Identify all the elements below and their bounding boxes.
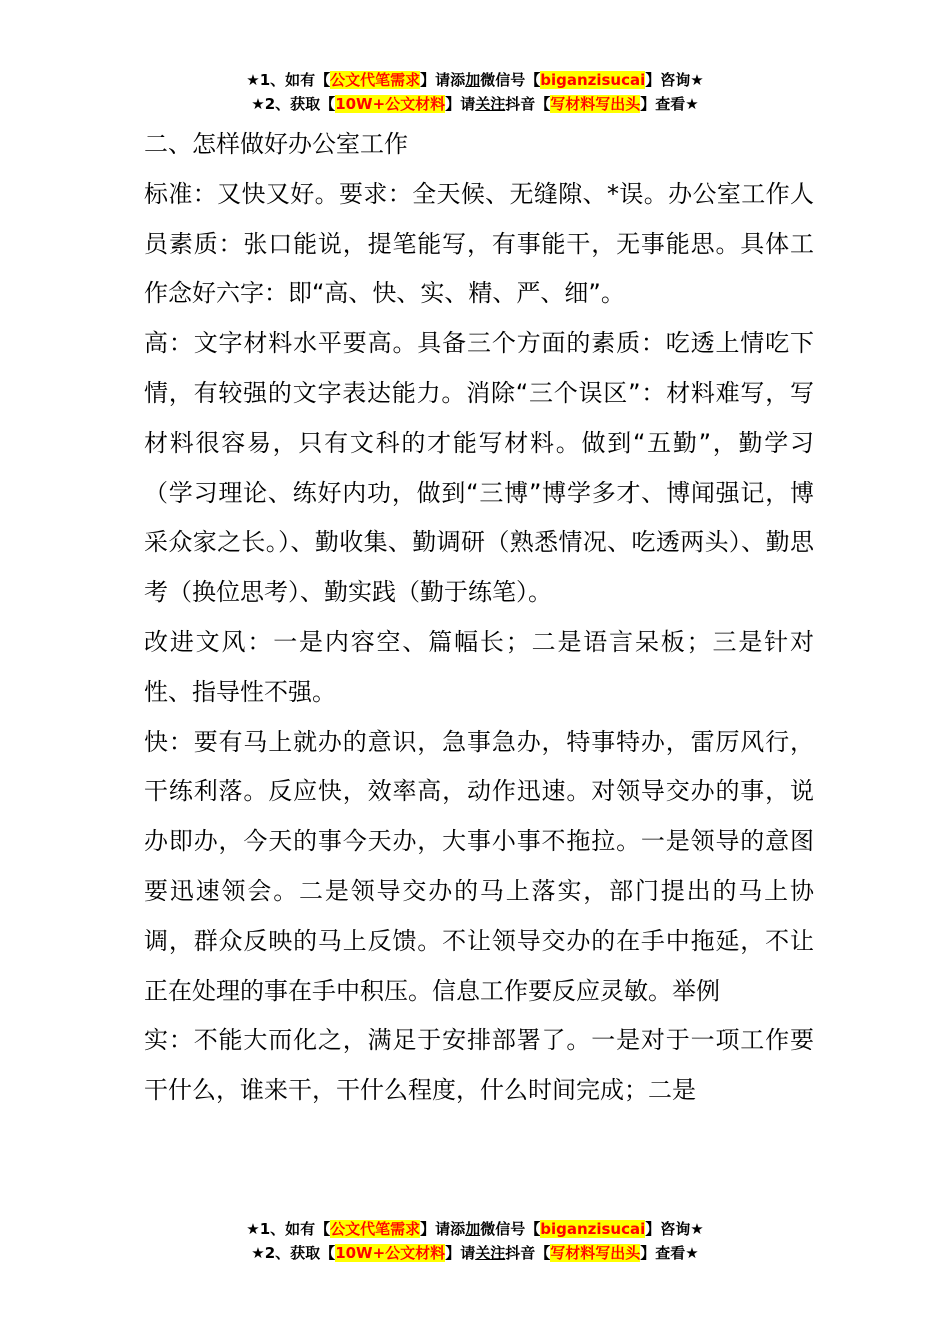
promo-highlight: biganzisucai [540, 1220, 646, 1238]
promo-line-1: ★1、如有【公文代笔需求】请添加微信号【biganzisucai】咨询★ [246, 71, 704, 89]
promo-highlight: biganzisucai [540, 71, 646, 89]
promo-highlight: 写材料写出头 [550, 1244, 641, 1262]
paragraph: 快：要有马上就办的意识，急事急办，特事特办，雷厉风行，干练利落。反应快，效率高，动作迅速。对领导交办的事，说办即办，今天的事今天办，大事小事不拖拉。一是领导的意图要迅速领会。二是领导交办的马上落实，部门提出的马上协调，群众反映的马上反馈。不让领导交办的在手中拖延，不让正在处理的事在手中积压。信息工作要反应灵敏。举例 [144, 727, 814, 1005]
promo-highlight: 写材料写出头 [550, 95, 641, 113]
promo-highlight: 公文代笔需求 [330, 1220, 421, 1238]
paragraph: 标准：又快又好。要求：全天候、无缝隙、*误。办公室工作人员素质：张口能说，提笔能写，有事能干，无事能思。具体工作念好六字：即“高、快、实、精、严、细”。 [144, 179, 814, 308]
section-heading: 二、怎样做好办公室工作 [144, 130, 408, 158]
promo-line-2: ★2、获取【10W+公文材料】请关注抖音【写材料写出头】查看★ [251, 1244, 699, 1262]
top-promo-banner [0, 68, 950, 116]
paragraph: 改进文风：一是内容空、篇幅长；二是语言呆板；三是针对性、指导性不强。 [144, 627, 814, 706]
promo-highlight: 10W+公文材料 [335, 1244, 446, 1262]
promo-highlight: 公文代笔需求 [330, 71, 421, 89]
paragraph: 高：文字材料水平要高。具备三个方面的素质：吃透上情吃下情，有较强的文字表达能力。消除“三个误区”：材料难写，写材料很容易，只有文科的才能写材料。做到“五勤”，勤学习（学习理论、练好内功，做到“三博”博学多才、博闻强记，博采众家之长。）、勤收集、勤调研（熟悉情况、吃透两头）、勤思考（换位思考）、勤实践（勤于练笔）。 [144, 329, 814, 607]
bottom-promo-banner [0, 1217, 950, 1265]
paragraph: 实：不能大而化之，满足于安排部署了。一是对于一项工作要干什么，谁来干，干什么程度，什么时间完成；二是 [144, 1026, 814, 1105]
document-body [144, 120, 814, 1116]
promo-highlight: 10W+公文材料 [335, 95, 446, 113]
promo-line-1: ★1、如有【公文代笔需求】请添加微信号【biganzisucai】咨询★ [246, 1220, 704, 1238]
promo-line-2: ★2、获取【10W+公文材料】请关注抖音【写材料写出头】查看★ [251, 95, 699, 113]
